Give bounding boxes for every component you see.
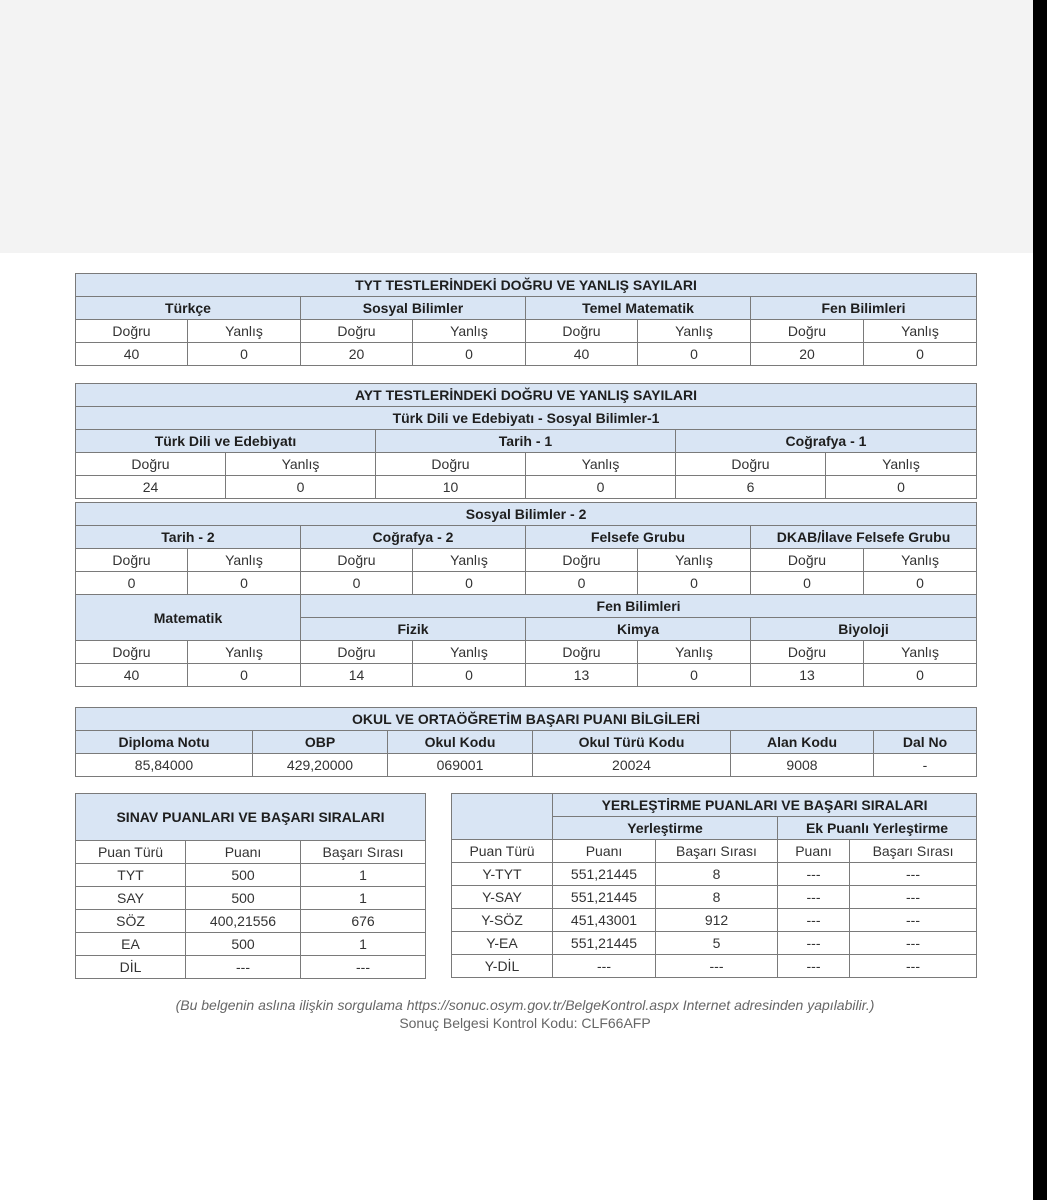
exam-row-type: TYT [76,864,186,887]
ayt-dkab-correct: 0 [751,572,864,595]
ayt-felsefe-correct: 0 [526,572,638,595]
ayt-matematik-correct: 40 [76,664,188,687]
school-alan-kodu-value: 9008 [731,754,874,777]
correct-label: Doğru [76,641,188,664]
placement-row-extra-score: --- [778,909,850,932]
ayt-subject-tarih2: Tarih - 2 [76,526,301,549]
exam-row-rank: 1 [301,933,426,956]
wrong-label: Yanlış [188,641,301,664]
exam-row-score: 500 [186,933,301,956]
placement-row-score: 551,21445 [553,863,656,886]
exam-header-score: Puanı [186,841,301,864]
ayt-cografya1-correct: 6 [676,476,826,499]
wrong-label: Yanlış [864,320,977,343]
ayt-subject-dkab: DKAB/İlave Felsefe Grubu [751,526,977,549]
exam-row-rank: 1 [301,887,426,910]
ayt-biyoloji-wrong: 0 [864,664,977,687]
tyt-fen-wrong: 0 [864,343,977,366]
placement-group-yerlestirme: Yerleştirme [553,817,778,840]
ayt-subject-cografya2: Coğrafya - 2 [301,526,526,549]
school-obp-value: 429,20000 [253,754,388,777]
placement-row-extra-rank: --- [850,863,977,886]
placement-row-type: Y-TYT [452,863,553,886]
ayt-dkab-wrong: 0 [864,572,977,595]
placement-header-score: Puanı [553,840,656,863]
correct-label: Doğru [526,320,638,343]
placement-row-extra-rank: --- [850,909,977,932]
wrong-label: Yanlış [638,549,751,572]
exam-row-type: SAY [76,887,186,910]
ayt-tarih2-wrong: 0 [188,572,301,595]
ayt-biyoloji-correct: 13 [751,664,864,687]
placement-row-rank: 912 [656,909,778,932]
ayt-felsefe-wrong: 0 [638,572,751,595]
ayt-cografya2-wrong: 0 [413,572,526,595]
ayt-fizik-wrong: 0 [413,664,526,687]
tyt-matematik-correct: 40 [526,343,638,366]
ayt-cografya2-correct: 0 [301,572,413,595]
school-header-alan-kodu: Alan Kodu [731,731,874,754]
tyt-fen-correct: 20 [751,343,864,366]
exam-header-rank: Başarı Sırası [301,841,426,864]
tyt-table [75,273,977,366]
wrong-label: Yanlış [188,320,301,343]
ayt-science-title: Fen Bilimleri [301,595,977,618]
blank-top-area [0,0,1033,253]
placement-title: YERLEŞTİRME PUANLARI VE BAŞARI SIRALARI [553,794,977,817]
tyt-subject-turkce: Türkçe [76,297,301,320]
ayt-subject-matematik: Matematik [76,595,301,641]
school-header-obp: OBP [253,731,388,754]
exam-row-rank: 1 [301,864,426,887]
correct-label: Doğru [751,641,864,664]
correct-label: Doğru [526,549,638,572]
placement-row-type: Y-SÖZ [452,909,553,932]
wrong-label: Yanlış [864,641,977,664]
placement-row-score: 551,21445 [553,932,656,955]
placement-row-type: Y-EA [452,932,553,955]
correct-label: Doğru [301,641,413,664]
ayt-subject-biyoloji: Biyoloji [751,618,977,641]
school-header-dal-no: Dal No [874,731,977,754]
wrong-label: Yanlış [864,549,977,572]
school-info-table [75,707,977,777]
ayt-fizik-correct: 14 [301,664,413,687]
wrong-label: Yanlış [413,641,526,664]
school-dal-no-value: - [874,754,977,777]
school-okul-turu-value: 20024 [533,754,731,777]
exam-row-type: SÖZ [76,910,186,933]
placement-row-type: Y-SAY [452,886,553,909]
placement-header-rank: Başarı Sırası [656,840,778,863]
correct-label: Doğru [751,549,864,572]
exam-row-score: 400,21556 [186,910,301,933]
placement-row-extra-rank: --- [850,955,977,978]
ayt-subject-kimya: Kimya [526,618,751,641]
correct-label: Doğru [526,641,638,664]
placement-header-type: Puan Türü [452,840,553,863]
placement-row-rank: 8 [656,863,778,886]
placement-row-score: 551,21445 [553,886,656,909]
exam-scores-title: SINAV PUANLARI VE BAŞARI SIRALARI [76,794,426,841]
ayt-subject-fizik: Fizik [301,618,526,641]
ayt-table-part1 [75,383,977,499]
correct-label: Doğru [376,453,526,476]
placement-row-score: 451,43001 [553,909,656,932]
dark-edge-strip [1033,0,1047,1200]
exam-row-rank: 676 [301,910,426,933]
wrong-label: Yanlış [638,320,751,343]
ayt-subject-felsefe: Felsefe Grubu [526,526,751,549]
placement-corner [452,794,553,840]
school-header-okul-kodu: Okul Kodu [388,731,533,754]
tyt-sosyal-correct: 20 [301,343,413,366]
placement-group-ek-puanli: Ek Puanlı Yerleştirme [778,817,977,840]
wrong-label: Yanlış [638,641,751,664]
school-header-diploma: Diploma Notu [76,731,253,754]
wrong-label: Yanlış [413,549,526,572]
verification-note: (Bu belgenin aslına ilişkin sorgulama https://sonuc.osym.gov.tr/BelgeKontrol.aspx Internet adresinden yapılabilir.) [175,997,875,1013]
exam-row-type: DİL [76,956,186,979]
placement-row-extra-score: --- [778,886,850,909]
placement-header-extra-score: Puanı [778,840,850,863]
placement-row-extra-rank: --- [850,886,977,909]
placement-row-extra-score: --- [778,955,850,978]
placement-row-extra-score: --- [778,932,850,955]
correct-label: Doğru [751,320,864,343]
exam-row-score: --- [186,956,301,979]
tyt-turkce-wrong: 0 [188,343,301,366]
wrong-label: Yanlış [226,453,376,476]
ayt-cografya1-wrong: 0 [826,476,977,499]
tyt-matematik-wrong: 0 [638,343,751,366]
placement-row-rank: --- [656,955,778,978]
exam-row-score: 500 [186,887,301,910]
school-diploma-value: 85,84000 [76,754,253,777]
tyt-title: TYT TESTLERİNDEKİ DOĞRU VE YANLIŞ SAYILARI [76,274,977,297]
ayt-tarih1-wrong: 0 [526,476,676,499]
placement-header-extra-rank: Başarı Sırası [850,840,977,863]
tyt-subject-sosyal: Sosyal Bilimler [301,297,526,320]
placement-scores-table [451,793,977,978]
placement-row-type: Y-DİL [452,955,553,978]
school-title: OKUL VE ORTAÖĞRETİM BAŞARI PUANI BİLGİLERİ [76,708,977,731]
tyt-subject-fen: Fen Bilimleri [751,297,977,320]
control-code: Sonuç Belgesi Kontrol Kodu: CLF66AFP [399,1015,651,1031]
correct-label: Doğru [301,549,413,572]
ayt-kimya-wrong: 0 [638,664,751,687]
wrong-label: Yanlış [188,549,301,572]
tyt-sosyal-wrong: 0 [413,343,526,366]
exam-scores-table [75,793,426,979]
ayt-tarih1-correct: 10 [376,476,526,499]
wrong-label: Yanlış [413,320,526,343]
correct-label: Doğru [676,453,826,476]
correct-label: Doğru [301,320,413,343]
tyt-subject-temel-matematik: Temel Matematik [526,297,751,320]
placement-row-rank: 5 [656,932,778,955]
exam-row-rank: --- [301,956,426,979]
placement-row-score: --- [553,955,656,978]
placement-row-extra-score: --- [778,863,850,886]
placement-row-rank: 8 [656,886,778,909]
correct-label: Doğru [76,320,188,343]
exam-row-score: 500 [186,864,301,887]
ayt-group2-title: Sosyal Bilimler - 2 [76,503,977,526]
ayt-group1-title: Türk Dili ve Edebiyatı - Sosyal Bilimler-1 [76,407,977,430]
ayt-tarih2-correct: 0 [76,572,188,595]
exam-header-type: Puan Türü [76,841,186,864]
wrong-label: Yanlış [826,453,977,476]
ayt-title: AYT TESTLERİNDEKİ DOĞRU VE YANLIŞ SAYILARI [76,384,977,407]
ayt-subject-tarih1: Tarih - 1 [376,430,676,453]
ayt-subject-edebiyat: Türk Dili ve Edebiyatı [76,430,376,453]
wrong-label: Yanlış [526,453,676,476]
correct-label: Doğru [76,549,188,572]
school-header-okul-turu: Okul Türü Kodu [533,731,731,754]
ayt-subject-cografya1: Coğrafya - 1 [676,430,977,453]
exam-row-type: EA [76,933,186,956]
ayt-matematik-wrong: 0 [188,664,301,687]
school-okul-kodu-value: 069001 [388,754,533,777]
tyt-turkce-correct: 40 [76,343,188,366]
ayt-kimya-correct: 13 [526,664,638,687]
correct-label: Doğru [76,453,226,476]
placement-row-extra-rank: --- [850,932,977,955]
ayt-edebiyat-wrong: 0 [226,476,376,499]
ayt-edebiyat-correct: 24 [76,476,226,499]
ayt-table-part2 [75,502,977,687]
